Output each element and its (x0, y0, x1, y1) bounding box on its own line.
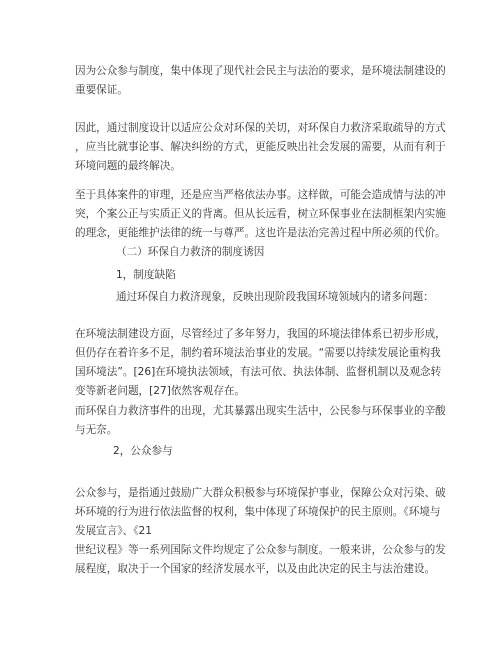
paragraph-6 (75, 402, 446, 440)
paragraph-line: 世纪议程》等一系列国际文件均规定了公众参与制度。一般来讲，公众参与的发 (75, 544, 446, 556)
paragraph-1 (75, 62, 446, 100)
paragraph-line: 与无奈。 (75, 424, 118, 436)
paragraph-line: 重要保证。 (75, 84, 128, 96)
paragraph-line: 而环保自力救济事件的出现，尤其暴露出现实生活中，公民参与环保事业的辛酸 (75, 405, 446, 417)
paragraph-5 (75, 325, 446, 401)
paragraph-line: 的理念，更能维护法律的统一与尊严。这也许是法治完善过程中所必须的代价。 (75, 227, 446, 239)
paragraph-line: 国环境法”。[26]在环境执法领域，有法可依、执法体制、监督机制以及观念转 (75, 366, 442, 378)
paragraph-line: 至于具体案件的审理，还是应当严格依法办事。这样做，可能会造成情与法的冲 (75, 189, 446, 201)
paragraph-line: 在环境法制建设方面，尽管经过了多年努力，我国的环境法律体系已初步形成， (75, 328, 446, 340)
paragraph-8 (75, 541, 446, 579)
paragraph-line: 因此，通过制度设计以适应公众对环保的关切，对环保自力救济采取疏导的方式 (75, 122, 446, 134)
paragraph-7 (75, 484, 446, 541)
paragraph-line: 发展宣言》、《21 (75, 525, 153, 537)
paragraph-2 (75, 119, 446, 176)
paragraph-line: 但仍存在着许多不足，制约着环境法治事业的发展。“需要以持续发展论重构我 (75, 347, 441, 359)
paragraph-line: ，应当比就事论事、解决纠纷的方式，更能反映出社会发展的需要，从而有利于 (75, 141, 446, 153)
paragraph-line: 公众参与，是指通过鼓励广大群众积极参与环境保护事业，保障公众对污染、破 (75, 487, 446, 499)
subsection-heading-1: 1，制度缺陷 (116, 269, 176, 281)
paragraph-line: 展程度，取决于一个国家的经济发展水平，以及由此决定的民主与法治建设。 (75, 563, 436, 575)
section-heading: （二）环保自力救济的制度诱因 (116, 246, 265, 258)
paragraph-4: 通过环保自力救济现象，反映出现阶段我国环境领域内的诸多问题： (116, 291, 434, 303)
paragraph-line: 变等新老问题，[27]依然客观存在。 (75, 385, 246, 397)
subsection-heading-2: 2，公众参与 (113, 445, 173, 457)
paragraph-3 (75, 186, 446, 243)
paragraph-line: 因为公众参与制度，集中体现了现代社会民主与法治的要求，是环境法制建设的 (75, 65, 446, 77)
paragraph-line: 突，个案公正与实质正义的背离。但从长远看，树立环保事业在法制框架内实施 (75, 208, 446, 220)
paragraph-line: 坏环境的行为进行依法监督的权利，集中体现了环境保护的民主原则。《环境与 (75, 506, 441, 518)
paragraph-line: 环境问题的最终解决。 (75, 160, 181, 172)
